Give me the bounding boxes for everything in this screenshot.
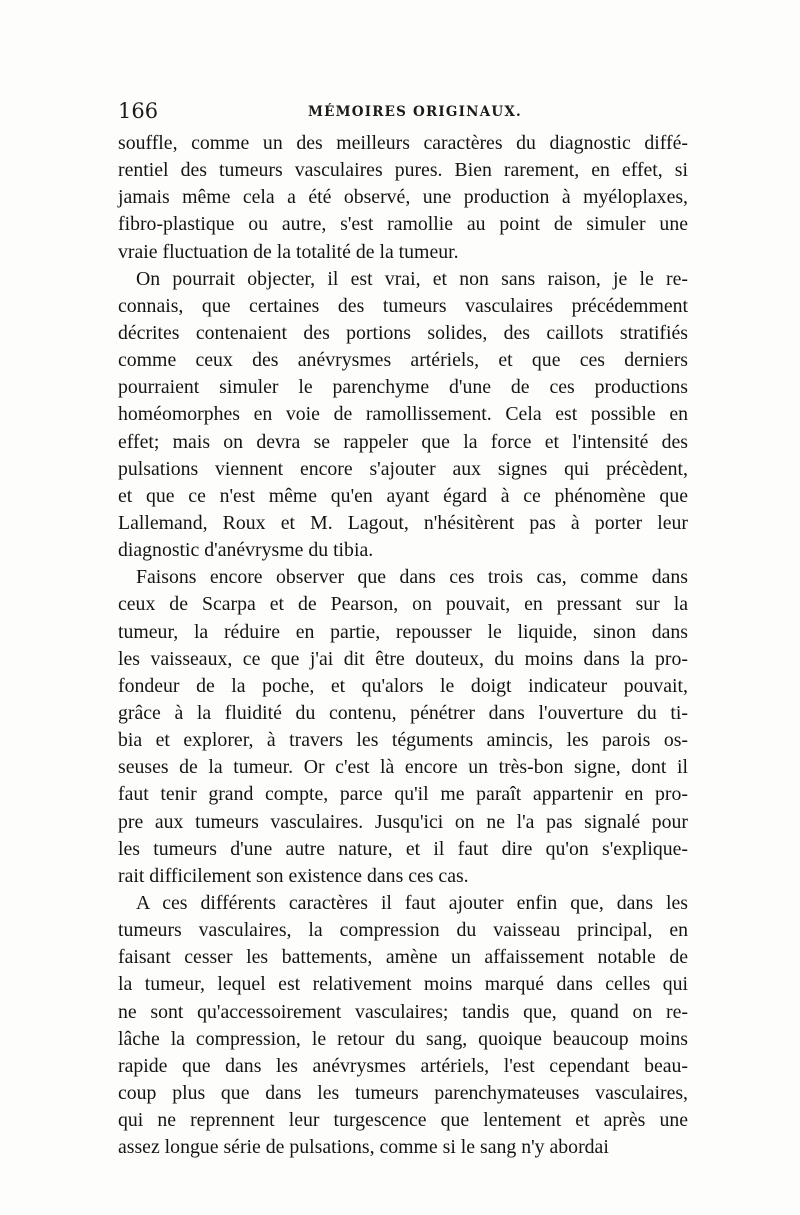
text-line: comme ceux des anévrysmes artériels, et que ces derniers (118, 349, 688, 372)
text-line: diagnostic d'anévrysme du tibia. (118, 539, 374, 562)
text-line: assez longue série de pulsations, comme si le sang n'y abordai (118, 1136, 609, 1159)
text-line: vraie fluctuation de la totalité de la tumeur. (118, 240, 459, 263)
paragraph (118, 890, 688, 1161)
text-line: pre aux tumeurs vasculaires. Jusqu'ici on ne l'a pas signalé pour (118, 810, 688, 833)
text-line: homéomorphes en voie de ramollissement. Cela est possible en (118, 403, 688, 426)
running-title: MÉMOIRES ORIGINAUX. (308, 104, 522, 120)
text-line: les tumeurs d'une autre nature, et il faut dire qu'on s'explique- (118, 837, 688, 860)
paragraph (118, 564, 688, 890)
text-line: bia et explorer, à travers les téguments amincis, les parois os- (118, 729, 688, 752)
paragraph (118, 266, 688, 565)
text-line: connais, que certaines des tumeurs vasculaires précédemment (118, 294, 688, 317)
text-line: faisant cesser les battements, amène un affaissement notable de (118, 946, 688, 969)
text-line: lâche la compression, le retour du sang, quoique beaucoup moins (118, 1027, 688, 1050)
text-line: Faisons encore observer que dans ces trois cas, comme dans (136, 566, 688, 589)
text-line: qui ne reprennent leur turgescence que lentement et après une (118, 1109, 688, 1132)
text-line: faut tenir grand compte, parce qu'il me paraît appartenir en pro- (118, 783, 688, 806)
text-line: fibro-plastique ou autre, s'est ramollie au point de simuler une (118, 213, 688, 236)
text-line: ceux de Scarpa et de Pearson, on pouvait, en pressant sur la (118, 593, 688, 616)
text-line: pulsations viennent encore s'ajouter aux signes qui précèdent, (118, 457, 688, 480)
text-line: jamais même cela a été observé, une production à myéloplaxes, (118, 186, 688, 209)
text-line: grâce à la fluidité du contenu, pénétrer dans l'ouverture du ti- (118, 701, 688, 724)
paragraph (118, 130, 688, 266)
text-line: rait difficilement son existence dans ces cas. (118, 864, 469, 887)
running-header (118, 98, 688, 124)
text-line: On pourrait objecter, il est vrai, et non sans raison, je le re- (136, 267, 688, 290)
text-line: tumeur, la réduire en partie, repousser le liquide, sinon dans (118, 620, 688, 643)
text-line: A ces différents caractères il faut ajouter enfin que, dans les (136, 891, 688, 914)
text-line: les vaisseaux, ce que j'ai dit être douteux, du moins dans la pro- (118, 647, 688, 670)
text-line: pourraient simuler le parenchyme d'une de ces productions (118, 376, 688, 399)
body-text (118, 130, 688, 1161)
text-line: rapide que dans les anévrysmes artériels, l'est cependant beau- (118, 1054, 688, 1077)
text-line: tumeurs vasculaires, la compression du vaisseau principal, en (118, 919, 688, 942)
text-line: fondeur de la poche, et qu'alors le doigt indicateur pouvait, (118, 674, 688, 697)
text-line: décrites contenaient des portions solides, des caillots stratifiés (118, 321, 688, 344)
text-line: et que ce n'est même qu'en ayant égard à ce phénomène que (118, 484, 688, 507)
text-line: ne sont qu'accessoirement vasculaires; tandis que, quand on re- (118, 1000, 688, 1023)
text-line: seuses de la tumeur. Or c'est là encore un très-bon signe, dont il (118, 756, 688, 779)
text-line: effet; mais on devra se rappeler que la force et l'intensité des (118, 430, 688, 453)
page-number: 166 (118, 99, 159, 123)
text-line: coup plus que dans les tumeurs parenchymateuses vasculaires, (118, 1081, 688, 1104)
text-line: rentiel des tumeurs vasculaires pures. Bien rarement, en effet, si (118, 159, 688, 182)
text-line: souffle, comme un des meilleurs caractères du diagnostic diffé- (118, 132, 688, 154)
text-line: Lallemand, Roux et M. Lagout, n'hésitèrent pas à porter leur (118, 511, 688, 534)
text-line: la tumeur, lequel est relativement moins marqué dans celles qui (118, 973, 688, 996)
